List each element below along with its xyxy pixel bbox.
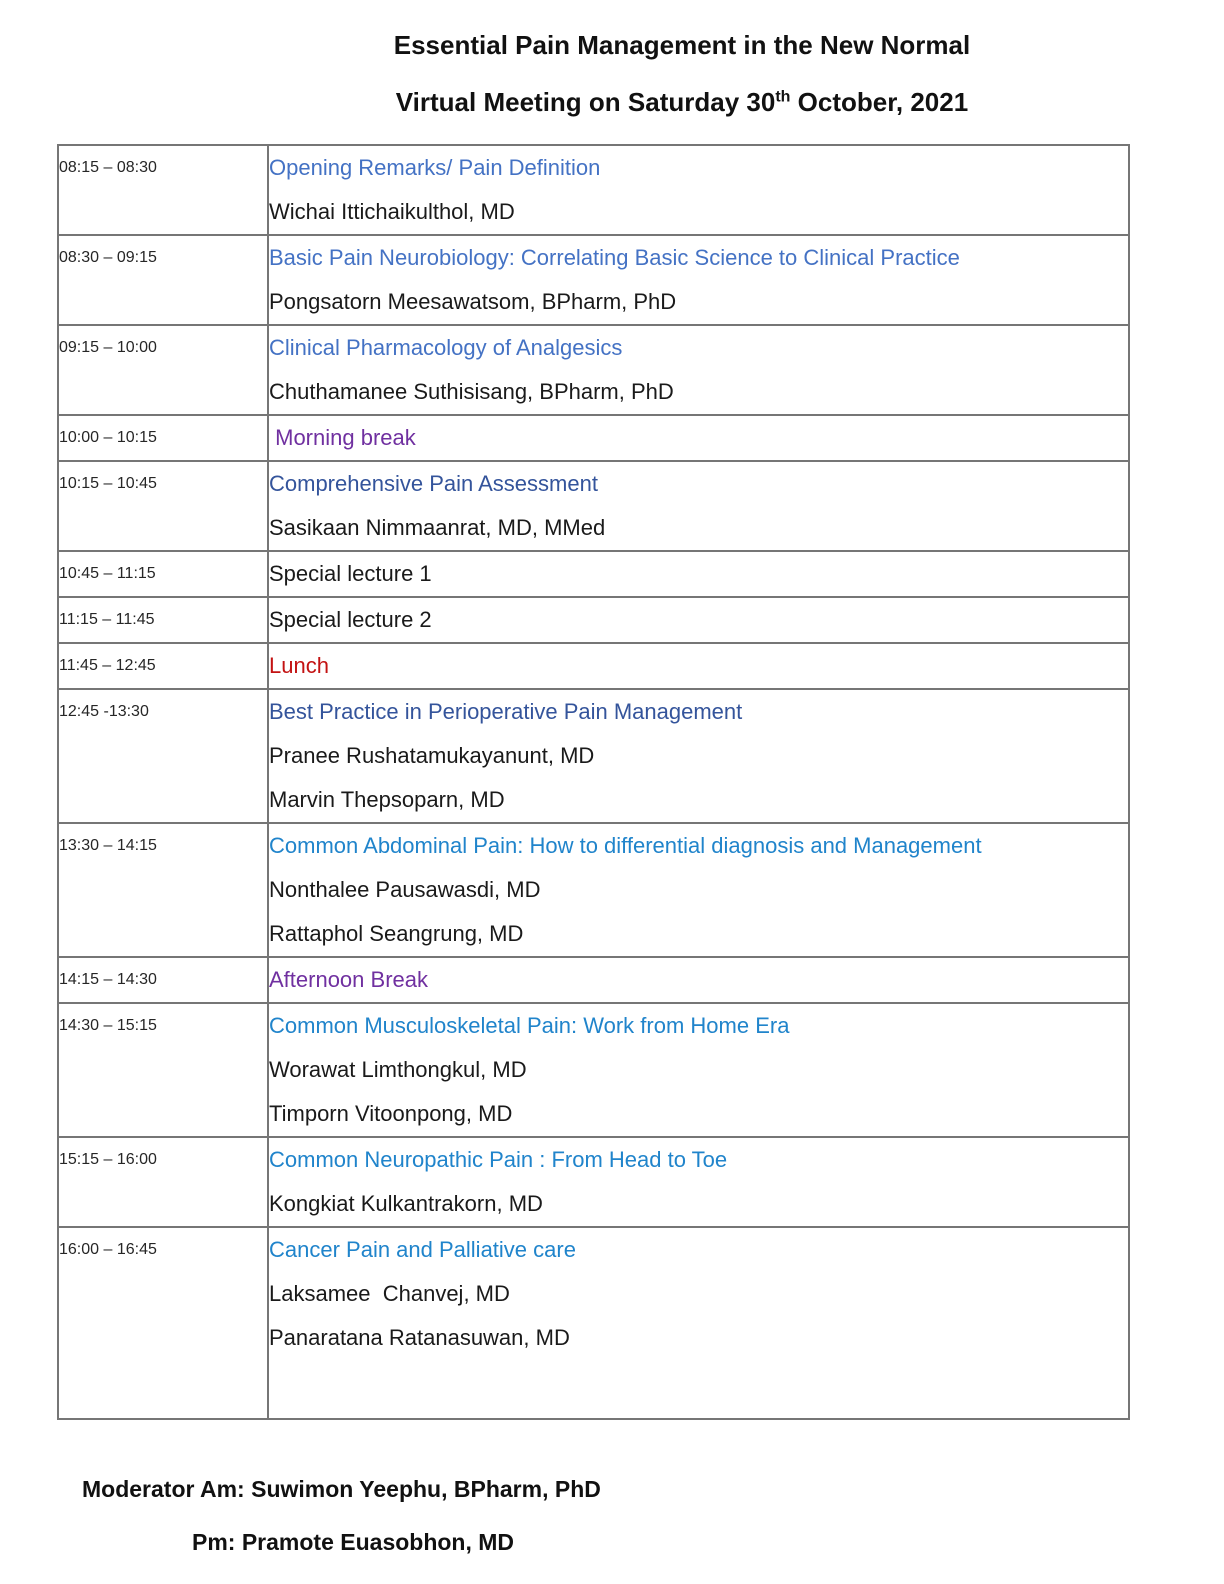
session-time: 10:45 – 11:15 (58, 551, 268, 597)
speaker-name: Pongsatorn Meesawatsom, BPharm, PhD (269, 289, 677, 314)
table-row (58, 1003, 1129, 1137)
session-time: 10:15 – 10:45 (58, 461, 268, 551)
session-title: Common Neuropathic Pain : From Head to Toe (269, 1147, 728, 1172)
session-cell (268, 643, 1129, 689)
speaker-name: Worawat Limthongkul, MD (269, 1057, 527, 1082)
table-row (58, 957, 1129, 1003)
session-title: Common Musculoskeletal Pain: Work from Home Era (269, 1013, 790, 1038)
session-time: 12:45 -13:30 (58, 689, 268, 823)
session-time: 14:30 – 15:15 (58, 1003, 268, 1137)
session-cell (268, 145, 1129, 235)
session-time: 09:15 – 10:00 (58, 325, 268, 415)
session-cell (268, 1227, 1129, 1419)
speaker-name: Marvin Thepsoparn, MD (269, 787, 505, 812)
speaker-name: Sasikaan Nimmaanrat, MD, MMed (269, 515, 606, 540)
session-cell (268, 415, 1129, 461)
session-cell (268, 235, 1129, 325)
document-title: Essential Pain Management in the New Normal (393, 30, 971, 60)
session-cell (268, 823, 1129, 957)
schedule-table (57, 144, 1130, 1420)
table-row (58, 823, 1129, 957)
session-title: Best Practice in Perioperative Pain Management (269, 699, 743, 724)
speaker-name: Chuthamanee Suthisisang, BPharm, PhD (269, 379, 674, 404)
speaker-name: Pranee Rushatamukayanunt, MD (269, 743, 595, 768)
table-row (58, 415, 1129, 461)
table-row (58, 551, 1129, 597)
document-header (0, 0, 1224, 118)
session-cell (268, 689, 1129, 823)
session-title: Comprehensive Pain Assessment (269, 471, 598, 496)
speaker-name: Nonthalee Pausawasdi, MD (269, 877, 541, 902)
session-title: Common Abdominal Pain: How to differential diagnosis and Management (269, 833, 982, 858)
session-title: Opening Remarks/ Pain Definition (269, 155, 601, 180)
session-cell (268, 1003, 1129, 1137)
speaker-name: Timporn Vitoonpong, MD (269, 1101, 513, 1126)
subtitle-suffix: October, 2021 (790, 87, 969, 117)
speaker-name: Rattaphol Seangrung, MD (269, 921, 524, 946)
session-cell (268, 1137, 1129, 1227)
table-row (58, 1137, 1129, 1227)
speaker-name: Panaratana Ratanasuwan, MD (269, 1325, 570, 1350)
table-row (58, 235, 1129, 325)
session-time: 13:30 – 14:15 (58, 823, 268, 957)
session-time: 15:15 – 16:00 (58, 1137, 268, 1227)
moderator-pm-line: Pm: Pramote Euasobhon, MD (192, 1529, 515, 1555)
table-row (58, 597, 1129, 643)
session-time: 08:30 – 09:15 (58, 235, 268, 325)
subtitle-prefix: Virtual Meeting on Saturday 30 (395, 87, 776, 117)
session-cell (268, 597, 1129, 643)
session-time: 11:45 – 12:45 (58, 643, 268, 689)
speaker-name: Laksamee Chanvej, MD (269, 1281, 510, 1306)
session-cell (268, 957, 1129, 1003)
session-title: Lunch (269, 653, 329, 678)
session-time: 16:00 – 16:45 (58, 1227, 268, 1419)
session-title: Clinical Pharmacology of Analgesics (269, 335, 623, 360)
speaker-name: Kongkiat Kulkantrakorn, MD (269, 1191, 543, 1216)
session-title: Cancer Pain and Palliative care (269, 1237, 576, 1262)
table-row (58, 643, 1129, 689)
speaker-name: Wichai Ittichaikulthol, MD (269, 199, 515, 224)
session-time: 10:00 – 10:15 (58, 415, 268, 461)
session-cell (268, 325, 1129, 415)
document-subtitle (140, 87, 1224, 118)
session-title: Special lecture 2 (269, 607, 432, 632)
table-row (58, 325, 1129, 415)
table-row (58, 145, 1129, 235)
table-row (58, 1227, 1129, 1419)
empty-space (269, 1360, 1128, 1418)
session-time: 11:15 – 11:45 (58, 597, 268, 643)
session-title: Morning break (269, 425, 416, 450)
session-title: Special lecture 1 (269, 561, 432, 586)
session-cell (268, 551, 1129, 597)
session-time: 14:15 – 14:30 (58, 957, 268, 1003)
table-row (58, 689, 1129, 823)
session-time: 08:15 – 08:30 (58, 145, 268, 235)
session-title: Afternoon Break (269, 967, 428, 992)
session-title: Basic Pain Neurobiology: Correlating Basic Science to Clinical Practice (269, 245, 960, 270)
subtitle-ordinal-superscript: th (775, 88, 791, 106)
moderator-section (82, 1476, 1224, 1556)
session-cell (268, 461, 1129, 551)
table-row (58, 461, 1129, 551)
moderator-am-line: Moderator Am: Suwimon Yeephu, BPharm, PhD (82, 1476, 601, 1502)
